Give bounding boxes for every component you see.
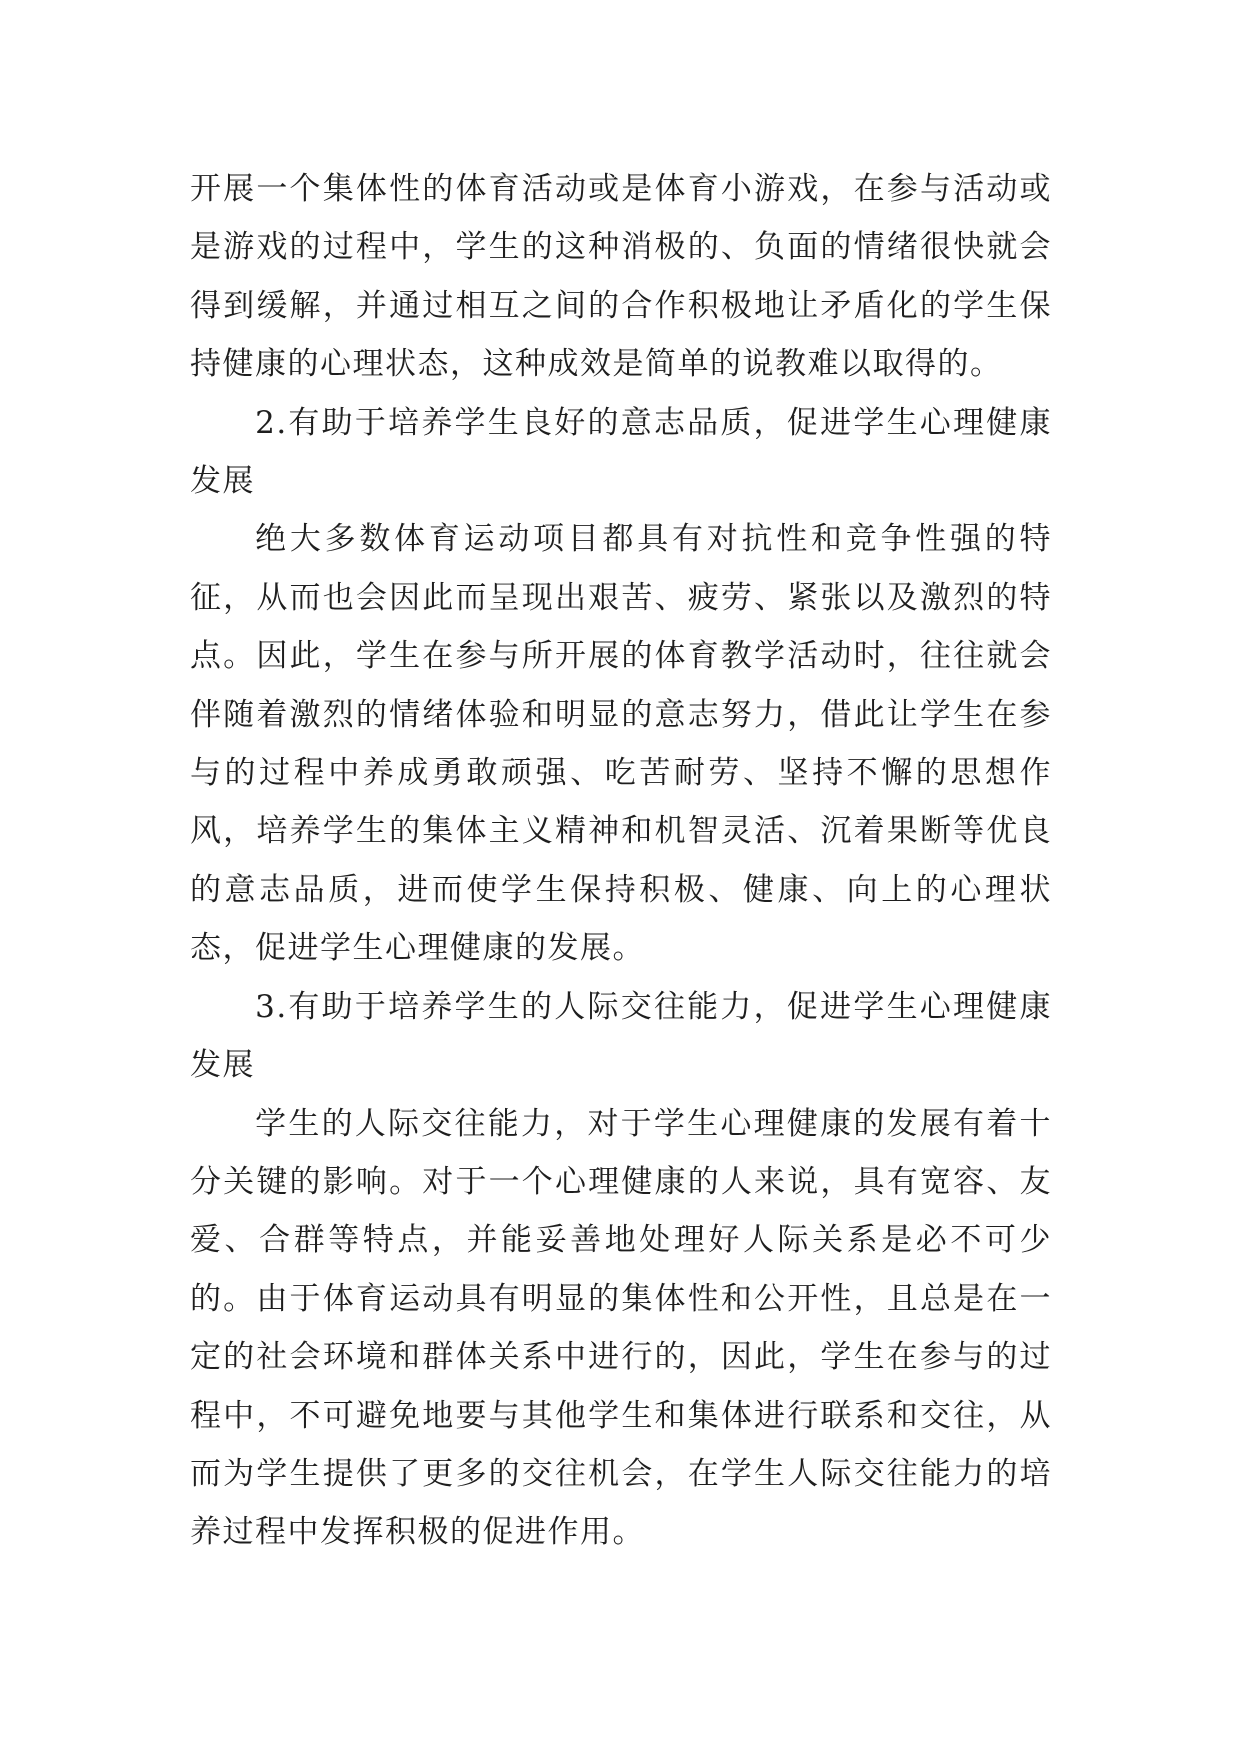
paragraph-willpower: 绝大多数体育运动项目都具有对抗性和竞争性强的特征，从而也会因此而呈现出艰苦、疲劳、紧张以及激烈的特点。因此，学生在参与所开展的体育教学活动时，往往就会伴随着激烈的情绪体验和明显的意志努力，借此让学生在参与的过程中养成勇敢顽强、吃苦耐劳、坚持不懈的思想作风，培养学生的集体主义精神和机智灵活、沉着果断等优良的意志品质，进而使学生保持积极、健康、向上的心理状态，促进学生心理健康的发展。 bbox=[190, 521, 1052, 967]
section-heading-3: 3.有助于培养学生的人际交往能力，促进学生心理健康发展 bbox=[190, 988, 1052, 1084]
section-heading-2: 2.有助于培养学生良好的意志品质，促进学生心理健康发展 bbox=[190, 404, 1052, 500]
paragraph-interpersonal: 学生的人际交往能力，对于学生心理健康的发展有着十分关键的影响。对于一个心理健康的人来说，具有宽容、友爱、合群等特点，并能妥善地处理好人际关系是必不可少的。由于体育运动具有明显的集体性和公开性，且总是在一定的社会环境和群体关系中进行的，因此，学生在参与的过程中，不可避免地要与其他学生和集体进行联系和交往，从而为学生提供了更多的交往机会，在学生人际交往能力的培养过程中发挥积极的促进作用。 bbox=[190, 1105, 1052, 1551]
paragraph-continuation: 开展一个集体性的体育活动或是体育小游戏，在参与活动或是游戏的过程中，学生的这种消极的、负面的情绪很快就会得到缓解，并通过相互之间的合作积极地让矛盾化的学生保持健康的心理状态，这种成效是简单的说教难以取得的。 bbox=[190, 171, 1052, 383]
body-text bbox=[190, 160, 1052, 1562]
